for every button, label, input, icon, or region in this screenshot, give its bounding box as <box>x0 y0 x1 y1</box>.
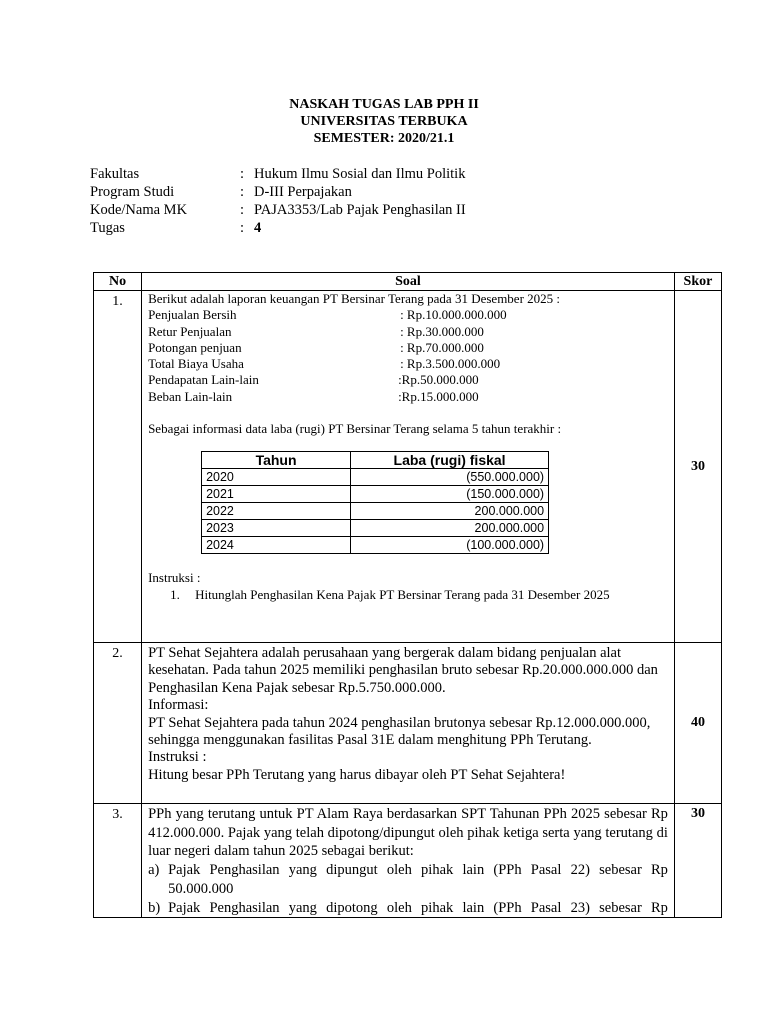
laba-header-tahun: Tahun <box>202 452 351 469</box>
q1-instruksi-number: 1. <box>170 586 180 602</box>
meta-value: PAJA3353/Lab Pajak Penghasilan II <box>254 202 466 218</box>
q3-sub-marker: a) <box>148 862 160 879</box>
laba-value: (550.000.000) <box>351 469 549 486</box>
header-soal: Soal <box>142 273 675 291</box>
q1-instruksi-label: Instruksi : <box>148 570 201 586</box>
question-score: 40 <box>674 643 721 804</box>
laba-value: 200.000.000 <box>351 520 549 537</box>
q1-instruksi-text: Hitunglah Penghasilan Kena Pajak PT Bersinar Terang pada 31 Desember 2025 <box>195 586 610 602</box>
meta-colon: : <box>240 202 245 218</box>
q3-sub-item-b <box>148 899 668 918</box>
laba-table-header <box>202 452 549 469</box>
table-row <box>202 537 549 554</box>
q3-paragraph: PPh yang terutang untuk PT Alam Raya berdasarkan SPT Tahunan PPh 2025 sebesar Rp 412.000.000. Pajak yang telah dipotong/dipungut oleh pihak ketiga serta yang terutang di luar negeri dalam tahun 2025 sebagai berikut: <box>148 806 668 860</box>
q1-item-label: Penjualan Bersih <box>148 307 237 323</box>
meta-row-program-studi <box>90 183 466 201</box>
question-number: 3. <box>94 804 142 918</box>
question-3-body <box>142 804 675 918</box>
meta-value: 4 <box>254 220 262 236</box>
table-row <box>202 486 549 503</box>
q1-item-label: Pendapatan Lain-lain <box>148 372 259 388</box>
question-row-1 <box>94 291 722 643</box>
question-row-3 <box>94 804 722 918</box>
question-score: 30 <box>674 291 721 643</box>
q2-instruksi-text: Hitung besar PPh Terutang yang harus dibayar oleh PT Sehat Sejahtera! <box>148 766 566 783</box>
laba-year: 2022 <box>202 503 351 520</box>
meta-value: D-III Perpajakan <box>254 184 352 200</box>
q1-info: Sebagai informasi data laba (rugi) PT Bersinar Terang selama 5 tahun terakhir : <box>148 421 562 437</box>
q1-item-value: : Rp.10.000.000.000 <box>400 307 507 323</box>
q1-item <box>148 340 669 356</box>
q1-item <box>148 324 669 340</box>
semester: SEMESTER: 2020/21.1 <box>313 131 455 146</box>
q3-sub-text: Pajak Penghasilan yang dipungut oleh pihak lain (PPh Pasal 22) sebesar Rp 50.000.000 <box>168 862 668 897</box>
meta-label: Tugas <box>90 220 125 236</box>
q1-item-value: : Rp.3.500.000.000 <box>400 356 501 372</box>
question-row-2 <box>94 643 722 804</box>
q1-item <box>148 307 669 323</box>
meta-row-tugas <box>90 219 466 237</box>
q1-item <box>148 372 669 388</box>
q2-paragraph: PT Sehat Sejahtera adalah perusahaan yang bergerak dalam bidang penjualan alat kesehatan. Pada tahun 2025 memiliki penghasilan bruto sebesar Rp.20.000.000.000 dan Penghasilan Kena Pajak sebesar Rp.5.750.000.000. <box>148 645 658 696</box>
question-number: 2. <box>94 643 142 804</box>
q1-item-value: :Rp.50.000.000 <box>398 372 479 388</box>
laba-year: 2020 <box>202 469 351 486</box>
laba-rugi-table <box>201 451 549 554</box>
q1-item <box>148 356 669 372</box>
header-skor: Skor <box>674 273 721 291</box>
meta-label: Program Studi <box>90 184 175 200</box>
q3-sub-text: Pajak Penghasilan yang dipotong oleh pihak lain (PPh Pasal 23) sebesar Rp <box>168 899 668 916</box>
q1-intro: Berikut adalah laporan keuangan PT Bersinar Terang pada 31 Desember 2025 : <box>148 291 561 306</box>
table-row <box>202 469 549 486</box>
meta-info <box>90 165 466 237</box>
table-row <box>202 503 549 520</box>
q3-sub-item-a <box>148 861 668 898</box>
q1-item-value: :Rp.15.000.000 <box>398 388 479 404</box>
q1-item-value: : Rp.30.000.000 <box>400 323 484 339</box>
q3-sub-marker: b) <box>148 899 161 916</box>
laba-year: 2021 <box>202 486 351 503</box>
meta-row-fakultas <box>90 165 466 183</box>
meta-colon: : <box>240 166 245 182</box>
meta-row-kode-mk <box>90 201 466 219</box>
meta-value: Hukum Ilmu Sosial dan Ilmu Politik <box>254 166 466 182</box>
q1-item <box>148 389 669 405</box>
q2-paragraph: PT Sehat Sejahtera pada tahun 2024 penghasilan brutonya sebesar Rp.12.000.000.000, sehingga menggunakan fasilitas Pasal 31E dalam menghitung PPh Terutang. <box>148 714 651 749</box>
header-no: No <box>94 273 142 291</box>
laba-header-laba: Laba (rugi) fiskal <box>351 452 549 469</box>
laba-value: 200.000.000 <box>351 503 549 520</box>
q2-instruksi-label: Instruksi : <box>148 749 207 766</box>
q1-item-label: Beban Lain-lain <box>148 388 233 404</box>
q1-instruksi-item <box>148 587 669 603</box>
question-1-body <box>142 291 675 643</box>
q1-item-label: Potongan penjuan <box>148 339 242 355</box>
meta-colon: : <box>240 184 245 200</box>
meta-label: Fakultas <box>90 166 140 182</box>
table-row <box>202 520 549 537</box>
meta-label: Kode/Nama MK <box>90 202 188 218</box>
laba-value: (150.000.000) <box>351 486 549 503</box>
doc-title: NASKAH TUGAS LAB PPH II <box>289 97 479 112</box>
questions-table <box>93 272 722 918</box>
q2-informasi-label: Informasi: <box>148 697 209 714</box>
meta-colon: : <box>240 220 245 236</box>
q1-item-label: Retur Penjualan <box>148 323 232 339</box>
laba-year: 2023 <box>202 520 351 537</box>
question-number: 1. <box>94 291 142 643</box>
question-score: 30 <box>674 804 721 918</box>
table-header-row <box>94 273 722 291</box>
q1-item-value: : Rp.70.000.000 <box>400 339 484 355</box>
laba-value: (100.000.000) <box>351 537 549 554</box>
laba-year: 2024 <box>202 537 351 554</box>
university-name: UNIVERSITAS TERBUKA <box>300 114 468 129</box>
question-2-body <box>142 643 675 804</box>
q1-item-label: Total Biaya Usaha <box>148 356 244 372</box>
